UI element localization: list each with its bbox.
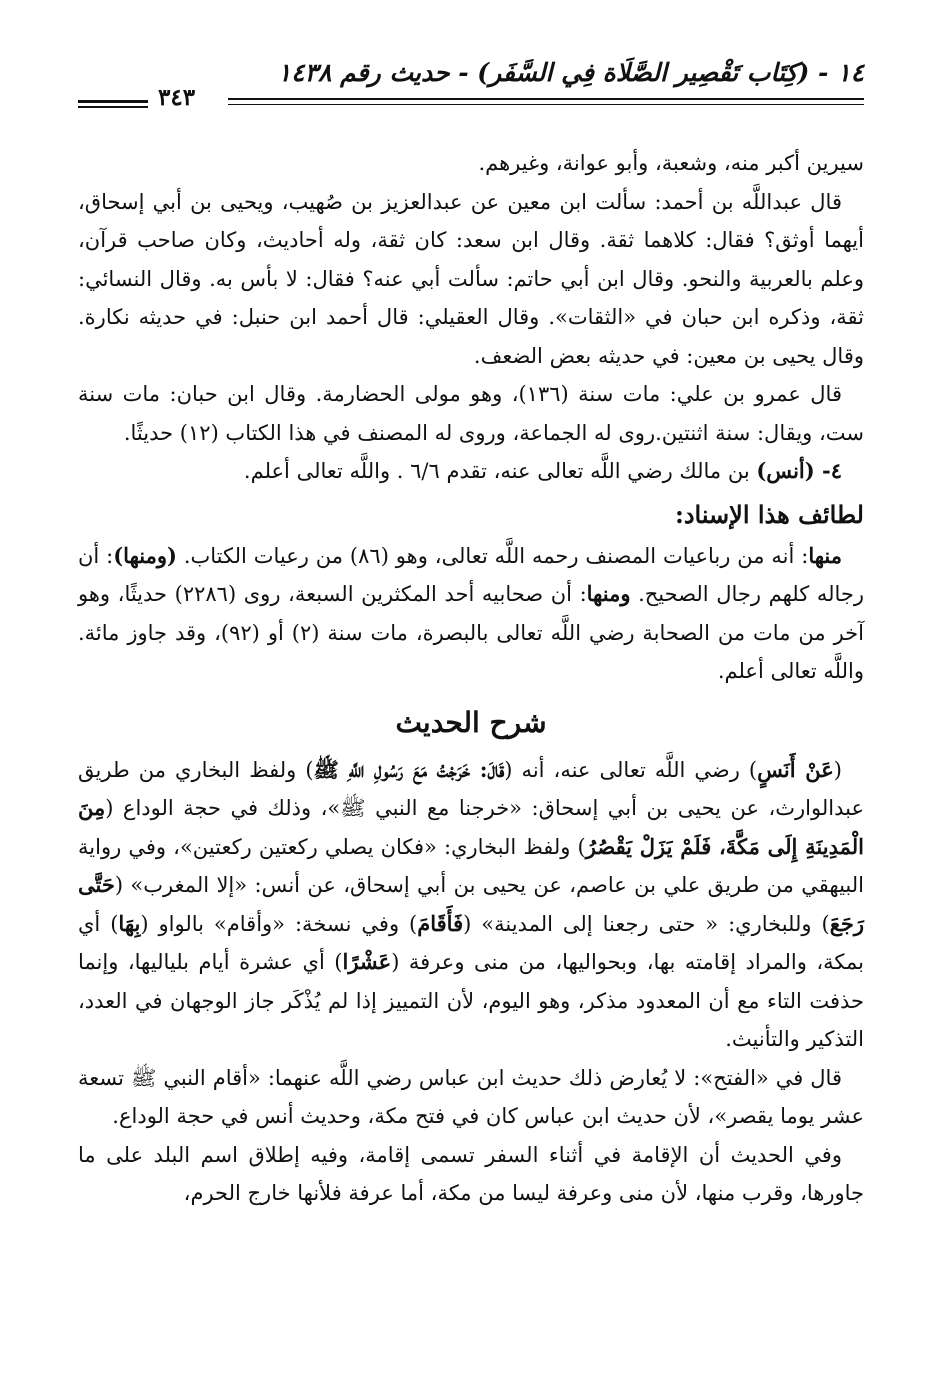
- paragraph-text: (: [833, 757, 842, 782]
- document-page: [78, 52, 864, 1213]
- hadith-quote: مِنَ الْمَدِينَةِ إِلَى مَكَّةَ، فَلَمْ يَزَلْ يَقْصُرُ: [78, 795, 864, 859]
- bold-term: ومنها: [586, 581, 631, 606]
- paragraph: قال عمرو بن علي: مات سنة (١٣٦)، وهو مولى الحضارمة. وقال ابن حبان: مات سنة ست، ويقال: سنة اثنتين.روى له الجماعة، وروى له المصنف في هذا الكتاب (١٢) حديثًا.: [78, 382, 864, 445]
- paragraph-text: بن مالك رضي اللَّه تعالى عنه، تقدم ٦/٦ . واللَّه تعالى أعلم.: [243, 459, 757, 483]
- paragraph: قال في «الفتح»: لا يُعارض ذلك حديث ابن عباس رضي اللَّه عنهما: «أقام النبي ﷺ تسعة عشر يوما يقصر»، لأن حديث ابن عباس كان في فتح مكة، وحديث أنس في حجة الوداع.: [78, 1065, 864, 1128]
- page-header: [78, 52, 864, 114]
- paragraph-text: ) أي بمكة، والمراد إقامته بها، وبحواليها، من منى وعرفة (: [78, 911, 864, 974]
- paragraph-text: : أنه من رباعيات المصنف رحمه اللَّه تعالى، وهو (٨٦) من رعيات الكتاب.: [183, 543, 809, 568]
- paragraph: سيرين أكبر منه، وشعبة، وأبو عوانة، وغيرهم.: [478, 151, 864, 175]
- hadith-quote: فَأَقَامَ: [417, 910, 464, 936]
- paragraph-text: ) وللبخاري: « حتى رجعنا إلى المدينة» (: [463, 911, 830, 936]
- page-number-rule: [78, 100, 148, 103]
- hadith-quote: حَتَّى رَجَعَ: [78, 872, 864, 936]
- header-rule: [228, 98, 864, 100]
- paragraph-text: ) أي عشرة أيام بلياليها، وإنما حذفت التاء مع أن المعدود مذكر، وهو اليوم، لأن التمييز إذا لم يُذْكَر جاز الوجهان في العدد، التذكير والتأنيث.: [78, 950, 864, 1051]
- running-title: ١٤ - (كِتَاب تَقْصِير الصَّلَاة فِي السَّفَر) - حديث رقم ١٤٣٨: [277, 58, 864, 87]
- narrator-name: ٤- (أنس): [756, 458, 842, 483]
- hadith-quote: عَنْ أَنَسٍ: [757, 756, 834, 782]
- page-body: [78, 144, 864, 1213]
- page-number: ٣٤٣: [158, 84, 196, 111]
- paragraph-text: : أن صحابيه أحد المكثرين السبعة، روى (٢٢٨٦) حديثًا، وهو آخر من مات من الصحابة رضي اللَّه تعالى بالبصرة، مات سنة (٢) أو (٩٢)، وقد جاوز مائة. واللَّه تعالى أعلم.: [78, 582, 864, 683]
- paragraph-text: ) ولفظ البخاري: «فكان يصلي ركعتين ركعتين»، وفي رواية البيهقي من طريق علي بن عاصم، عن يحيى بن أبي إسحاق، عن أنس: «إلا المغرب» (: [78, 834, 864, 897]
- paragraph-text: : أن رجاله كلهم رجال الصحيح.: [78, 543, 864, 606]
- paragraph: [78, 452, 864, 491]
- bold-term: منها: [808, 542, 842, 568]
- paragraph-text: ) رضي اللَّه تعالى عنه، أنه (: [504, 757, 758, 782]
- bold-term: (ومنها): [113, 542, 177, 568]
- paragraph-text: ) وفي نسخة: «وأقام» بالواو (: [140, 911, 418, 936]
- hadith-quote: عَشْرًا: [342, 949, 392, 974]
- paragraph: قال عبداللَّه بن أحمد: سألت ابن معين عن عبدالعزيز بن صُهيب، ويحيى بن أبي إسحاق، أيهما أوثق؟ فقال: كلاهما ثقة. وقال ابن سعد: كان ثقة، وله أحاديث، وكان صاحب قرآن، وعلم بالعربية والنحو. وقال ابن أبي حاتم: سألت أبي عنه؟ فقال: لا بأس به. وقال النسائي: ثقة، وذكره ابن حبان في «الثقات». وقال العقيلي: قال أحمد ابن حنبل: في حديثه نكارة. وقال يحيى بن معين: في حديثه بعض الضعف.: [78, 189, 865, 368]
- header-rule-thin: [228, 104, 864, 105]
- paragraph-text: ) ولفظ البخاري من طريق عبدالوارث، عن يحيى بن أبي إسحاق: «خرجنا مع النبي ﷺ»، وذلك في حجة الوداع (: [78, 757, 864, 820]
- section-heading-centered: شرح الحديث: [395, 705, 547, 739]
- hadith-quote: بِهَا: [118, 910, 141, 936]
- section-heading: لطائف هذا الإسناد:: [674, 499, 864, 529]
- hadith-quote: قَالَ: خَرَجْتُ مَعَ رَسُولِ اللَّهِ ﷺ: [313, 756, 505, 782]
- page-number-rule-thin: [78, 106, 148, 108]
- paragraph: [78, 751, 864, 1059]
- paragraph: وفي الحديث أن الإقامة في أثناء السفر تسمى إقامة، وفيه إطلاق اسم البلد على ما جاورها، وقرب منها، لأن منى وعرفة ليسا من مكة، أما عرفة فلأنها خارج الحرم،: [78, 1142, 864, 1205]
- paragraph: [78, 537, 864, 691]
